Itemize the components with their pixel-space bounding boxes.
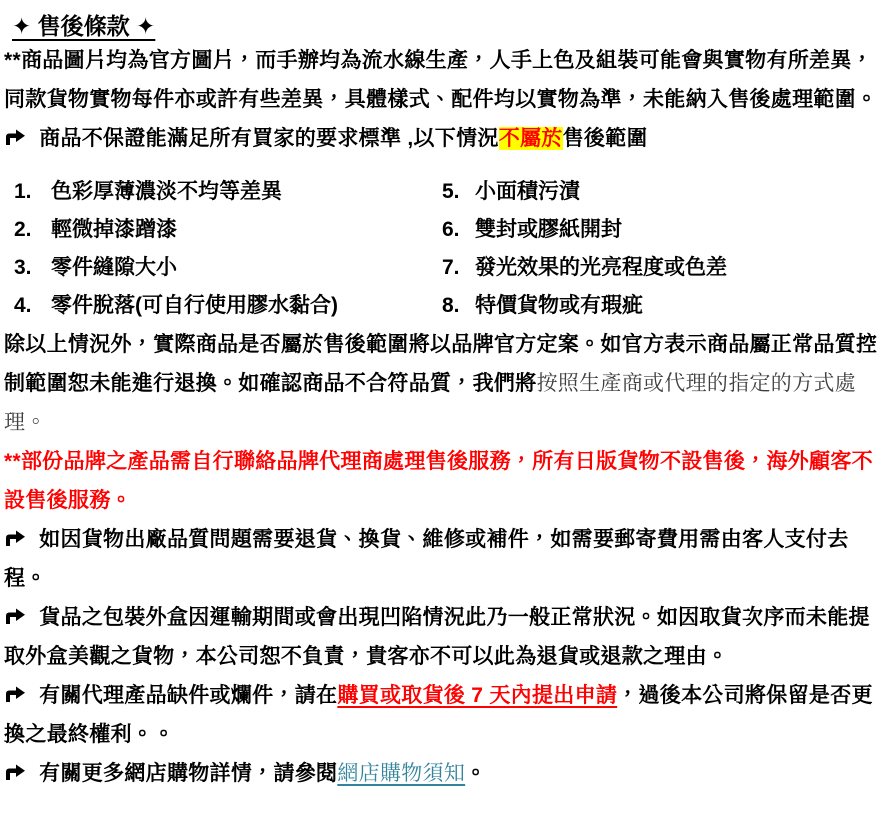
list-item-number: 1. [14,180,32,203]
not-covered-heading [4,119,880,158]
shop-guide-link[interactable]: 網店購物須知 [337,762,466,785]
list-item-text: 零件縫隙大小 [51,256,177,279]
list-item [14,249,434,287]
packaging-dent-paragraph [4,598,880,676]
list-item [442,211,880,249]
list-item-text: 雙封或膠紙開封 [475,218,622,241]
list-item [14,287,434,325]
text-run: 有關代理產品缺件或爛件，請在 [39,684,338,707]
agency-aftersales-warning-paragraph [4,442,880,520]
official-decision-paragraph [4,325,880,442]
list-item-number: 8. [442,294,460,317]
not-covered-highlight: 不屬於 [498,127,563,150]
list-item-text: 特價貨物或有瑕疵 [475,294,643,317]
text-run: 除以上情況外，實際商品是否屬於售後範圍將以品牌官方定案。如官方表示商品屬正常品質控制範圍恕未能進行退換。如確認商品不合符品質，我們將 [4,333,878,395]
list-item [14,211,434,249]
list-item-number: 2. [14,218,32,241]
text-run: 商品不保證能滿足所有買家的要求標準 ,以下情況 [39,127,499,150]
text-run: 售後範圍 [562,127,648,150]
missing-parts-claim-paragraph [4,676,880,754]
more-info-paragraph [4,754,880,793]
list-item-number: 6. [442,218,460,241]
text-run: ，過後本公司將保留是否更換之最終權利。。 [4,684,873,746]
exclusion-list-column-right [442,173,880,325]
curved-right-arrow-icon [4,129,26,146]
seven-day-claim-emphasis: 購買或取貨後 7 天內提出申請 [337,684,618,707]
return-shipping-paragraph [4,520,880,598]
text-run: **商品圖片均為官方圖片，而手辦均為流水線生產，人手上色及組裝可能會與實物有所差異，同款貨物實物每件亦或許有些差異，具體樣式、配件均以實物為準，未能納入售後處理範圍。 [4,49,878,111]
list-item [442,287,880,325]
no-aftersales-warning: **部份品牌之產品需自行聯絡品牌代理商處理售後服務，所有日版貨物不設售後，海外顧客不設售後服務。 [4,450,873,512]
handling-method-note: 按照生產商或代理的指定的方式處理。 [4,372,856,434]
text-run: 。 [465,762,487,785]
list-item-text: 零件脫落(可自行使用膠水黏合) [51,294,338,317]
text-run: 有關更多網店購物詳情，請參閱 [39,762,338,785]
list-item-text: 色彩厚薄濃淡不均等差異 [51,180,282,203]
list-item-number: 5. [442,180,460,203]
list-item-text: 輕微掉漆蹭漆 [51,218,177,241]
curved-right-arrow-icon [4,608,26,625]
text-run: 貨品之包裝外盒因運輸期間或會出現凹陷情況此乃一般正常狀況。如因取貨次序而未能提取外盒美觀之貨物，本公司恕不負責，貴客亦不可以此為退貨或退款之理由。 [4,606,870,668]
list-item [442,249,880,287]
page-title: ✦ 售後條款 ✦ [12,13,156,39]
list-item-text: 小面積污漬 [475,180,580,203]
curved-right-arrow-icon [4,764,26,781]
exclusion-list [4,173,880,325]
list-item-text: 發光效果的光亮程度或色差 [475,256,727,279]
text-run: 如因貨物出廠品質問題需要退貨、換貨、維修或補件，如需要郵寄費用需由客人支付去程。 [4,528,849,590]
exclusion-list-column-left [14,173,434,325]
list-item-number: 4. [14,294,32,317]
list-item-number: 3. [14,256,32,279]
curved-right-arrow-icon [4,686,26,703]
list-item [14,173,434,211]
list-item [442,173,880,211]
product-image-disclaimer-paragraph [4,41,880,119]
list-item-number: 7. [442,256,460,279]
curved-right-arrow-icon [4,530,26,547]
